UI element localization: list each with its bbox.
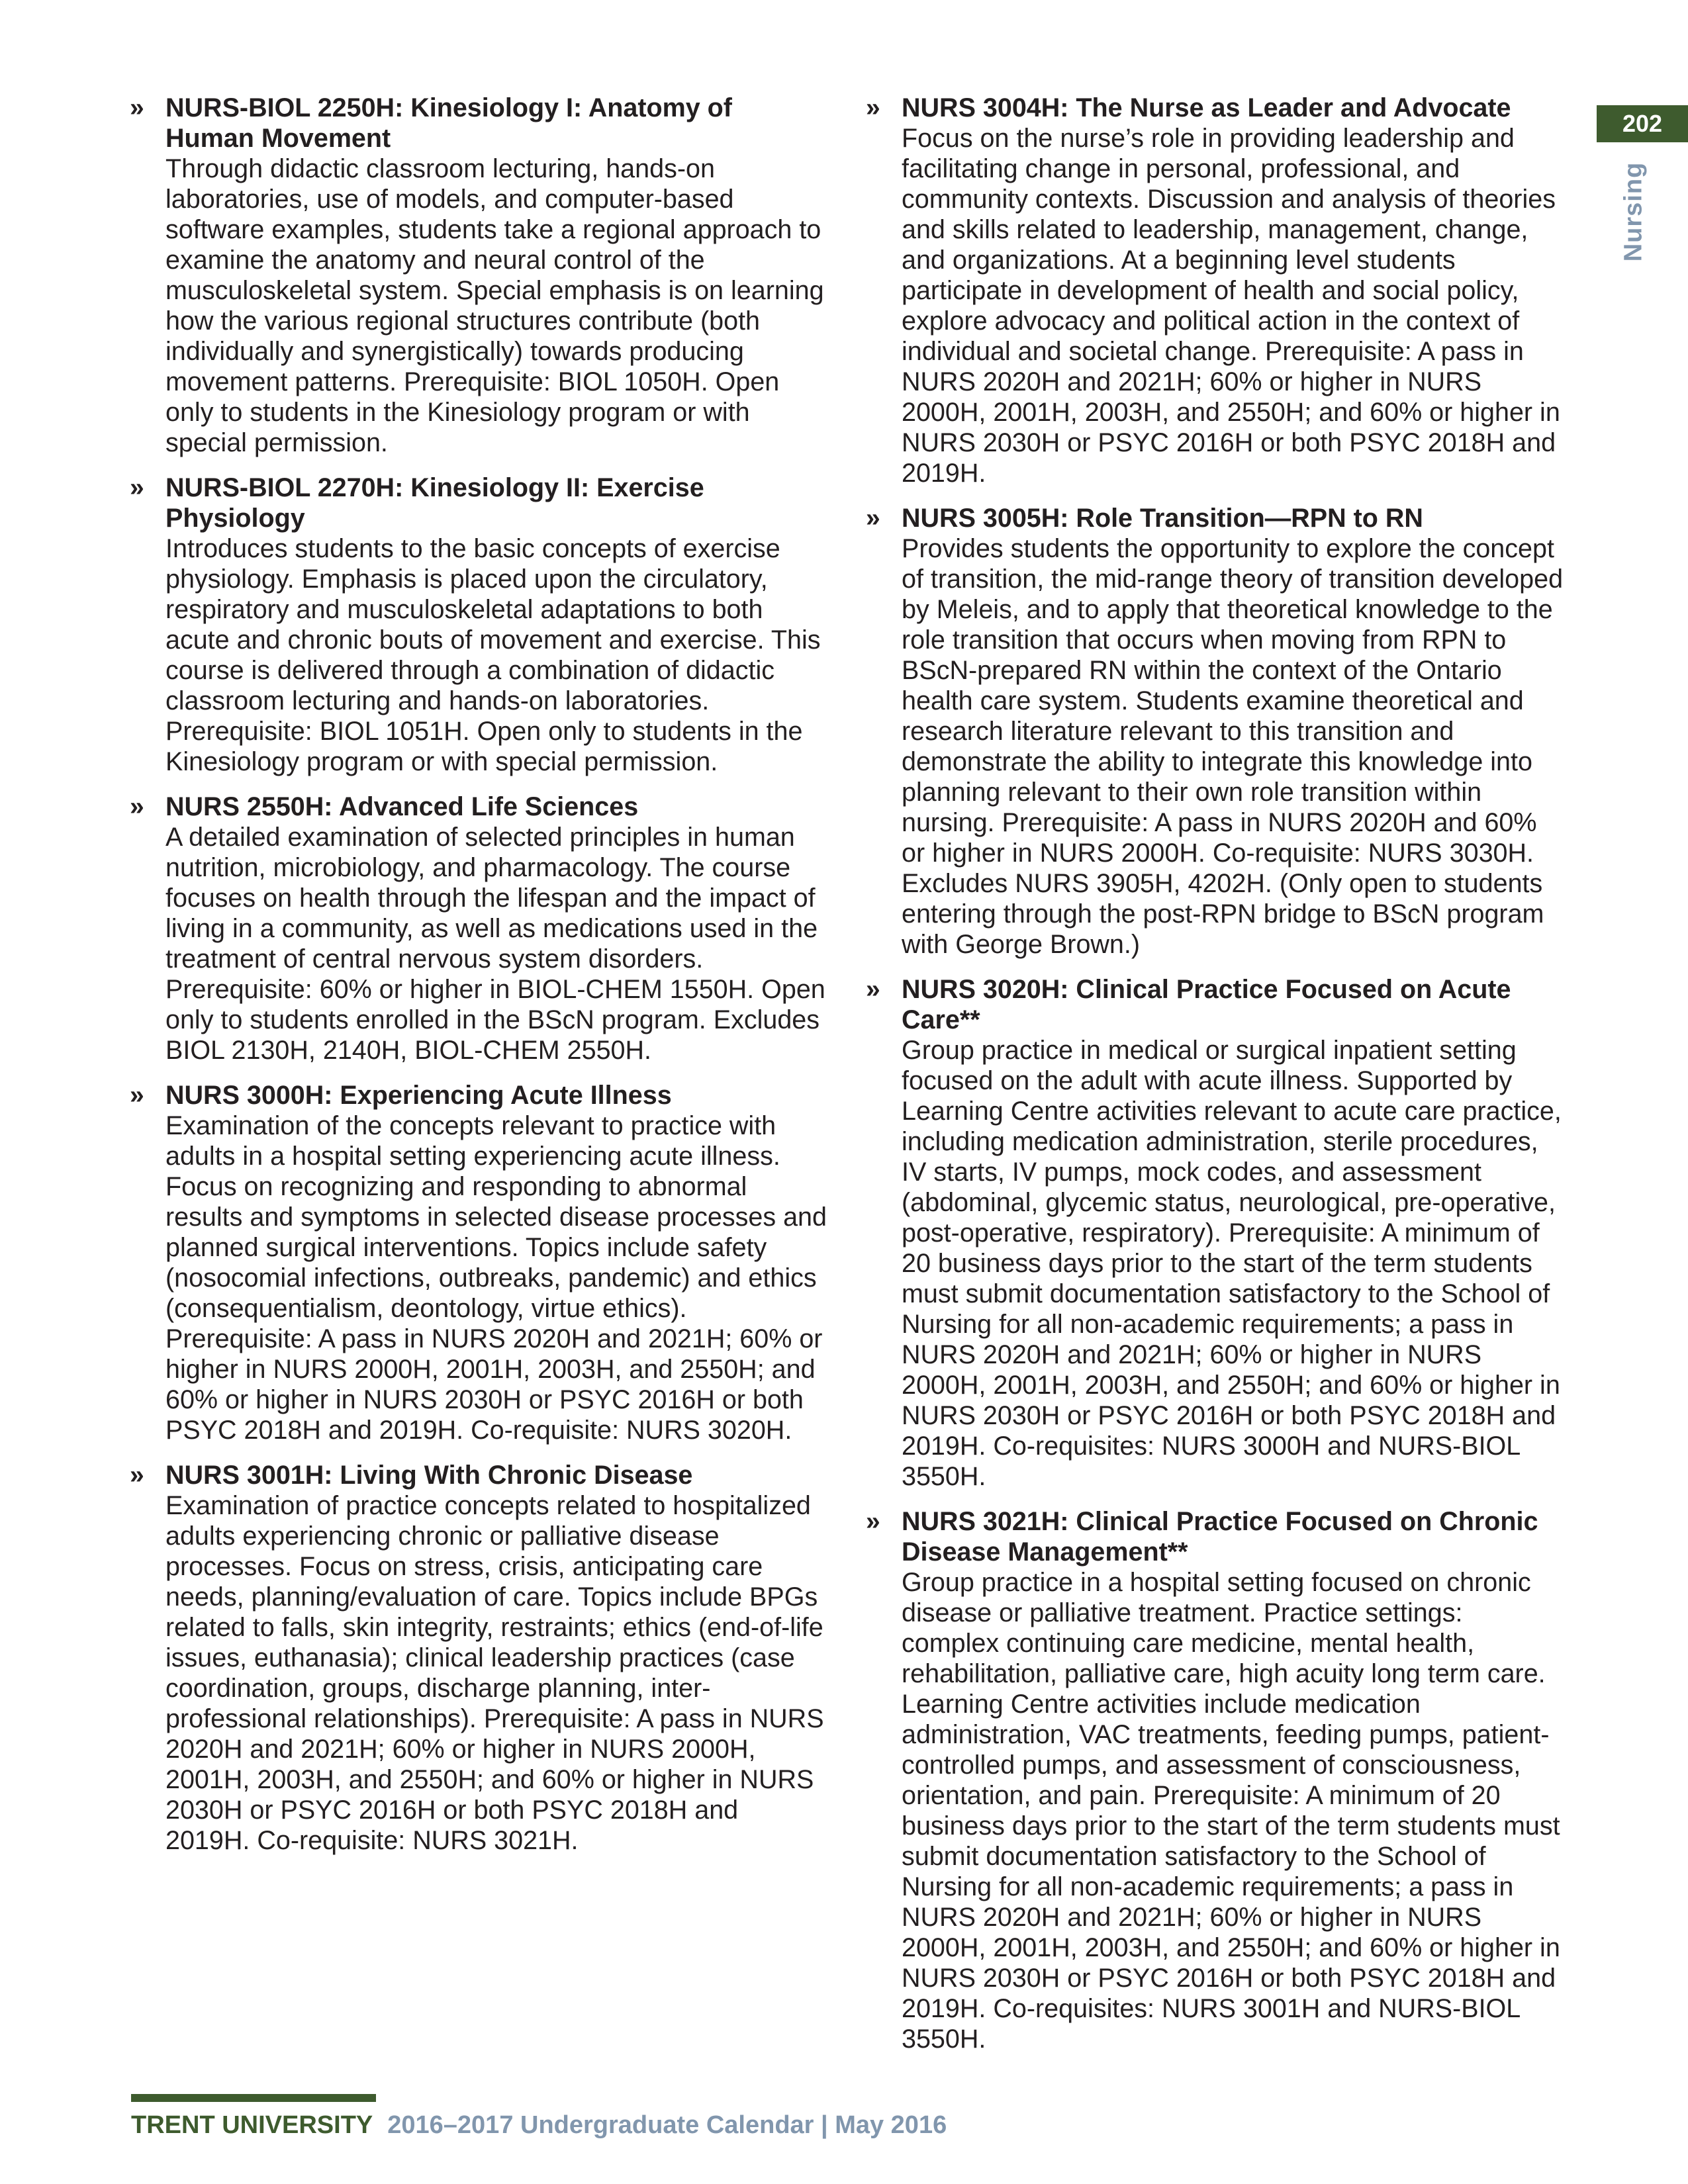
course-description: Group practice in a hospital setting focused on chronic disease or palliative treatment. Practice settings: complex continuing care medicine, mental health, rehabilitation, palliative care, high acuity long term care. Learning Centre activities include medication administration, VAC treatments, feeding pumps, patient-controlled pumps, and assessment of consciousness, orientation, and pain. Prerequisite: A minimum of 20 business days prior to the start of the term students must submit documentation satisfactory to the School of Nursing for all non-academic requirements; a pass in NURS 2020H and 2021H; 60% or higher in NURS 2000H, 2001H, 2003H, and 2550H; and 60% or higher in NURS 2030H or PSYC 2016H or both PSYC 2018H and 2019H. Co-requisites: NURS 3001H and NURS-BIOL 3550H. <box>902 1568 1560 2054</box>
course-description: Focus on the nurse’s role in providing leadership and facilitating change in personal, professional, and community contexts. Discussion and analysis of theories and skills related to leadership, management, change, and organizations. At a beginning level students participate in development of health and social policy, explore advocacy and political action in the context of individual and societal change. Prerequisite: A pass in NURS 2020H and 2021H; 60% or higher in NURS 2000H, 2001H, 2003H, and 2550H; and 60% or higher in NURS 2030H or PSYC 2016H or both PSYC 2018H and 2019H. <box>902 124 1560 488</box>
course-entry <box>862 93 1565 488</box>
footer-rule <box>131 2094 376 2102</box>
course-entry <box>126 1460 827 1856</box>
bullet-icon: » <box>130 1081 144 1109</box>
course-description: Through didactic classroom lecturing, hands-on laboratories, use of models, and computer-based software examples, students take a regional approach to examine the anatomy and neural control of the musculoskeletal system. Special emphasis is on learning how the various regional structures contribute (both individually and synergistically) towards producing movement patterns. Prerequisite: BIOL 1050H. Open only to students in the Kinesiology program or with special permission. <box>165 154 824 457</box>
course-title: NURS 3000H: Experiencing Acute Illness <box>165 1081 672 1110</box>
course-entry <box>126 792 827 1066</box>
left-column <box>126 93 827 1870</box>
bullet-icon: » <box>130 93 144 122</box>
bullet-icon: » <box>866 1507 880 1535</box>
footer <box>131 2111 947 2140</box>
course-title: NURS 3001H: Living With Chronic Disease <box>165 1461 693 1490</box>
course-entry <box>126 473 827 777</box>
course-title: NURS 3020H: Clinical Practice Focused on Acute Care** <box>902 975 1511 1034</box>
course-description: Provides students the opportunity to explore the concept of transition, the mid-range theory of transition developed by Meleis, and to apply that theoretical knowledge to the role transition that occurs when moving from RPN to BScN-prepared RN within the context of the Ontario health care system. Students examine theoretical and research literature relevant to this transition and demonstrate the ability to integrate this knowledge into planning relevant to their own role transition within nursing. Prerequisite: A pass in NURS 2020H and 60% or higher in NURS 2000H. Co-requisite: NURS 3030H. Excludes NURS 3905H, 4202H. (Only open to students entering through the post-RPN bridge to BScN program with George Brown.) <box>902 534 1564 959</box>
course-entry <box>862 503 1565 960</box>
course-entry <box>862 1506 1565 2054</box>
course-description: Examination of practice concepts related to hospitalized adults experiencing chronic or palliative disease processes. Focus on stress, crisis, anticipating care needs, planning/evaluation of care. Topics include BPGs related to falls, skin integrity, restraints; ethics (end-of-life issues, euthanasia); clinical leadership practices (case coordination, groups, discharge planning, inter-professional relationships). Prerequisite: A pass in NURS 2020H and 2021H; 60% or higher in NURS 2000H, 2001H, 2003H, and 2550H; and 60% or higher in NURS 2030H or PSYC 2016H or both PSYC 2018H and 2019H. Co-requisite: NURS 3021H. <box>165 1491 824 1855</box>
course-entry <box>126 93 827 458</box>
bullet-icon: » <box>866 504 880 532</box>
course-entry <box>862 974 1565 1492</box>
bullet-icon: » <box>866 975 880 1003</box>
section-label: Nursing <box>1619 161 1648 262</box>
course-title: NURS-BIOL 2250H: Kinesiology I: Anatomy of Human Movement <box>165 93 732 153</box>
bullet-icon: » <box>130 473 144 502</box>
course-description: Group practice in medical or surgical inpatient setting focused on the adult with acute illness. Supported by Learning Centre activities relevant to acute care practice, including medication administration, sterile procedures, IV starts, IV pumps, mock codes, and assessment (abdominal, glycemic status, neurological, pre-operative, post-operative, respiratory). Prerequisite: A minimum of 20 business days prior to the start of the term students must submit documentation satisfactory to the School of Nursing for all non-academic requirements; a pass in NURS 2020H and 2021H; 60% or higher in NURS 2000H, 2001H, 2003H, and 2550H; and 60% or higher in NURS 2030H or PSYC 2016H or both PSYC 2018H and 2019H. Co-requisites: NURS 3000H and NURS-BIOL 3550H. <box>902 1036 1562 1491</box>
course-entry <box>126 1080 827 1445</box>
course-description: A detailed examination of selected principles in human nutrition, microbiology, and pharmacology. The course focuses on health through the lifespan and the impact of living in a community, as well as medications used in the treatment of central nervous system disorders. Prerequisite: 60% or higher in BIOL-CHEM 1550H. Open only to students enrolled in the BScN program. Excludes BIOL 2130H, 2140H, BIOL-CHEM 2550H. <box>165 823 825 1065</box>
course-description: Examination of the concepts relevant to practice with adults in a hospital setting experiencing acute illness. Focus on recognizing and responding to abnormal results and symptoms in selected disease processes and planned surgical interventions. Topics include safety (nosocomial infections, outbreaks, pandemic) and ethics (consequentialism, deontology, virtue ethics). Prerequisite: A pass in NURS 2020H and 2021H; 60% or higher in NURS 2000H, 2001H, 2003H, and 2550H; and 60% or higher in NURS 2030H or PSYC 2016H or both PSYC 2018H and 2019H. Co-requisite: NURS 3020H. <box>165 1111 827 1445</box>
footer-university: TRENT UNIVERSITY <box>131 2111 373 2139</box>
course-title: NURS-BIOL 2270H: Kinesiology II: Exercise Physiology <box>165 473 704 533</box>
course-title: NURS 2550H: Advanced Life Sciences <box>165 792 639 821</box>
page-number: 202 <box>1622 110 1663 137</box>
footer-calendar: 2016–2017 Undergraduate Calendar | May 2016 <box>387 2111 947 2139</box>
right-column <box>862 93 1565 2069</box>
course-title: NURS 3021H: Clinical Practice Focused on Chronic Disease Management** <box>902 1507 1538 1567</box>
course-title: NURS 3005H: Role Transition—RPN to RN <box>902 504 1423 533</box>
bullet-icon: » <box>130 792 144 821</box>
course-description: Introduces students to the basic concepts of exercise physiology. Emphasis is placed upon the circulatory, respiratory and musculoskeletal adaptations to both acute and chronic bouts of movement and exercise. This course is delivered through a combination of didactic classroom lecturing and hands-on laboratories. Prerequisite: BIOL 1051H. Open only to students in the Kinesiology program or with special permission. <box>165 534 821 776</box>
bullet-icon: » <box>130 1461 144 1489</box>
course-title: NURS 3004H: The Nurse as Leader and Advocate <box>902 93 1511 122</box>
page-number-tab <box>1597 105 1688 142</box>
bullet-icon: » <box>866 93 880 122</box>
